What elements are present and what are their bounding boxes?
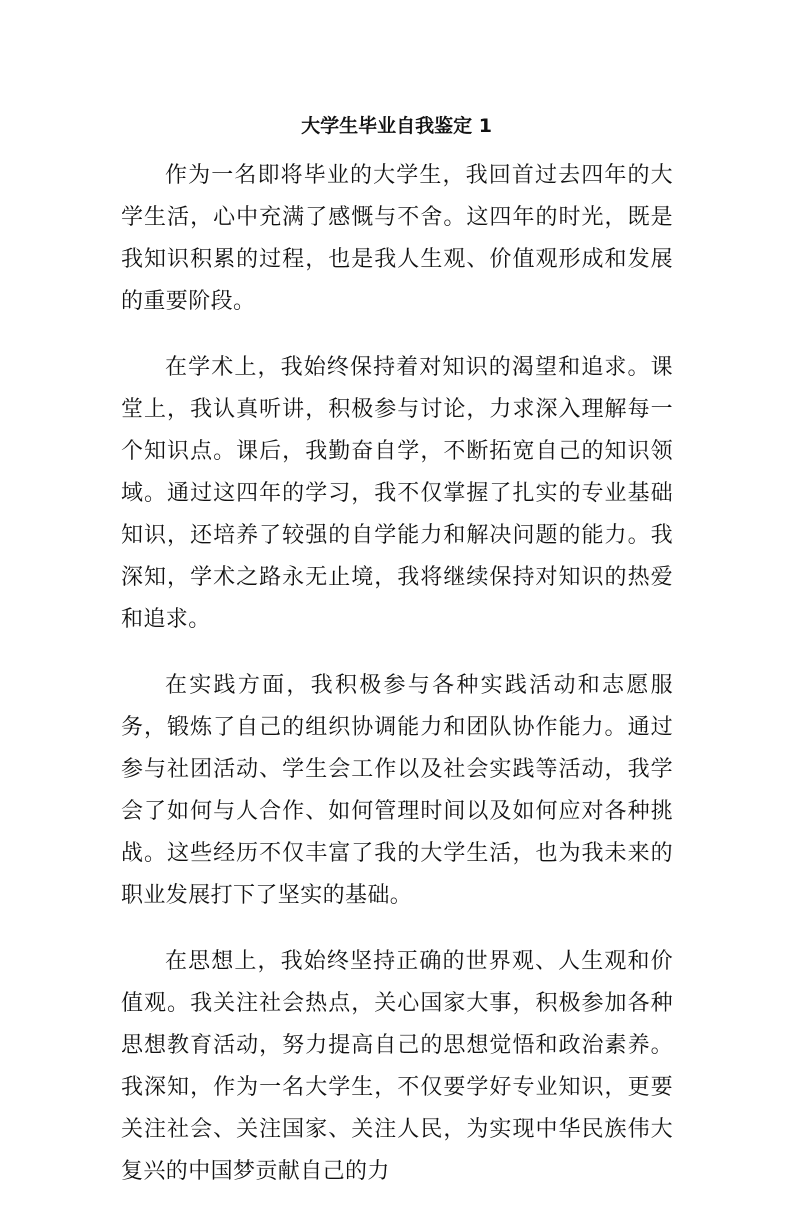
document-title: 大学生毕业自我鉴定 1	[301, 115, 492, 137]
paragraph-practice: 在实践方面，我积极参与各种实践活动和志愿服务，锻炼了自己的组织协调能力和团队协作能力。通过参与社团活动、学生会工作以及社会实践等活动，我学会了如何与人合作、如何管理时间以及如何应对各种挑战。这些经历不仅丰富了我的大学生活，也为我未来的职业发展打下了坚实的基础。	[121, 673, 673, 908]
document-body	[121, 155, 673, 1217]
paragraph-academics: 在学术上，我始终保持着对知识的渴望和追求。课堂上，我认真听讲，积极参与讨论，力求深入理解每一个知识点。课后，我勤奋自学，不断拓宽自己的知识领域。通过这四年的学习，我不仅掌握了扎实的专业基础知识，还培养了较强的自学能力和解决问题的能力。我深知，学术之路永无止境，我将继续保持对知识的热爱和追求。	[121, 355, 673, 632]
paragraph-ideology: 在思想上，我始终坚持正确的世界观、人生观和价值观。我关注社会热点，关心国家大事，积极参加各种思想教育活动，努力提高自己的思想觉悟和政治素养。我深知，作为一名大学生，不仅要学好专业知识，更要关注社会、关注国家、关注人民，为实现中华民族伟大复兴的中国梦贡献自己的力	[121, 949, 673, 1184]
paragraph-intro: 作为一名即将毕业的大学生，我回首过去四年的大学生活，心中充满了感慨与不舍。这四年的时光，既是我知识积累的过程，也是我人生观、价值观形成和发展的重要阶段。	[121, 163, 673, 314]
